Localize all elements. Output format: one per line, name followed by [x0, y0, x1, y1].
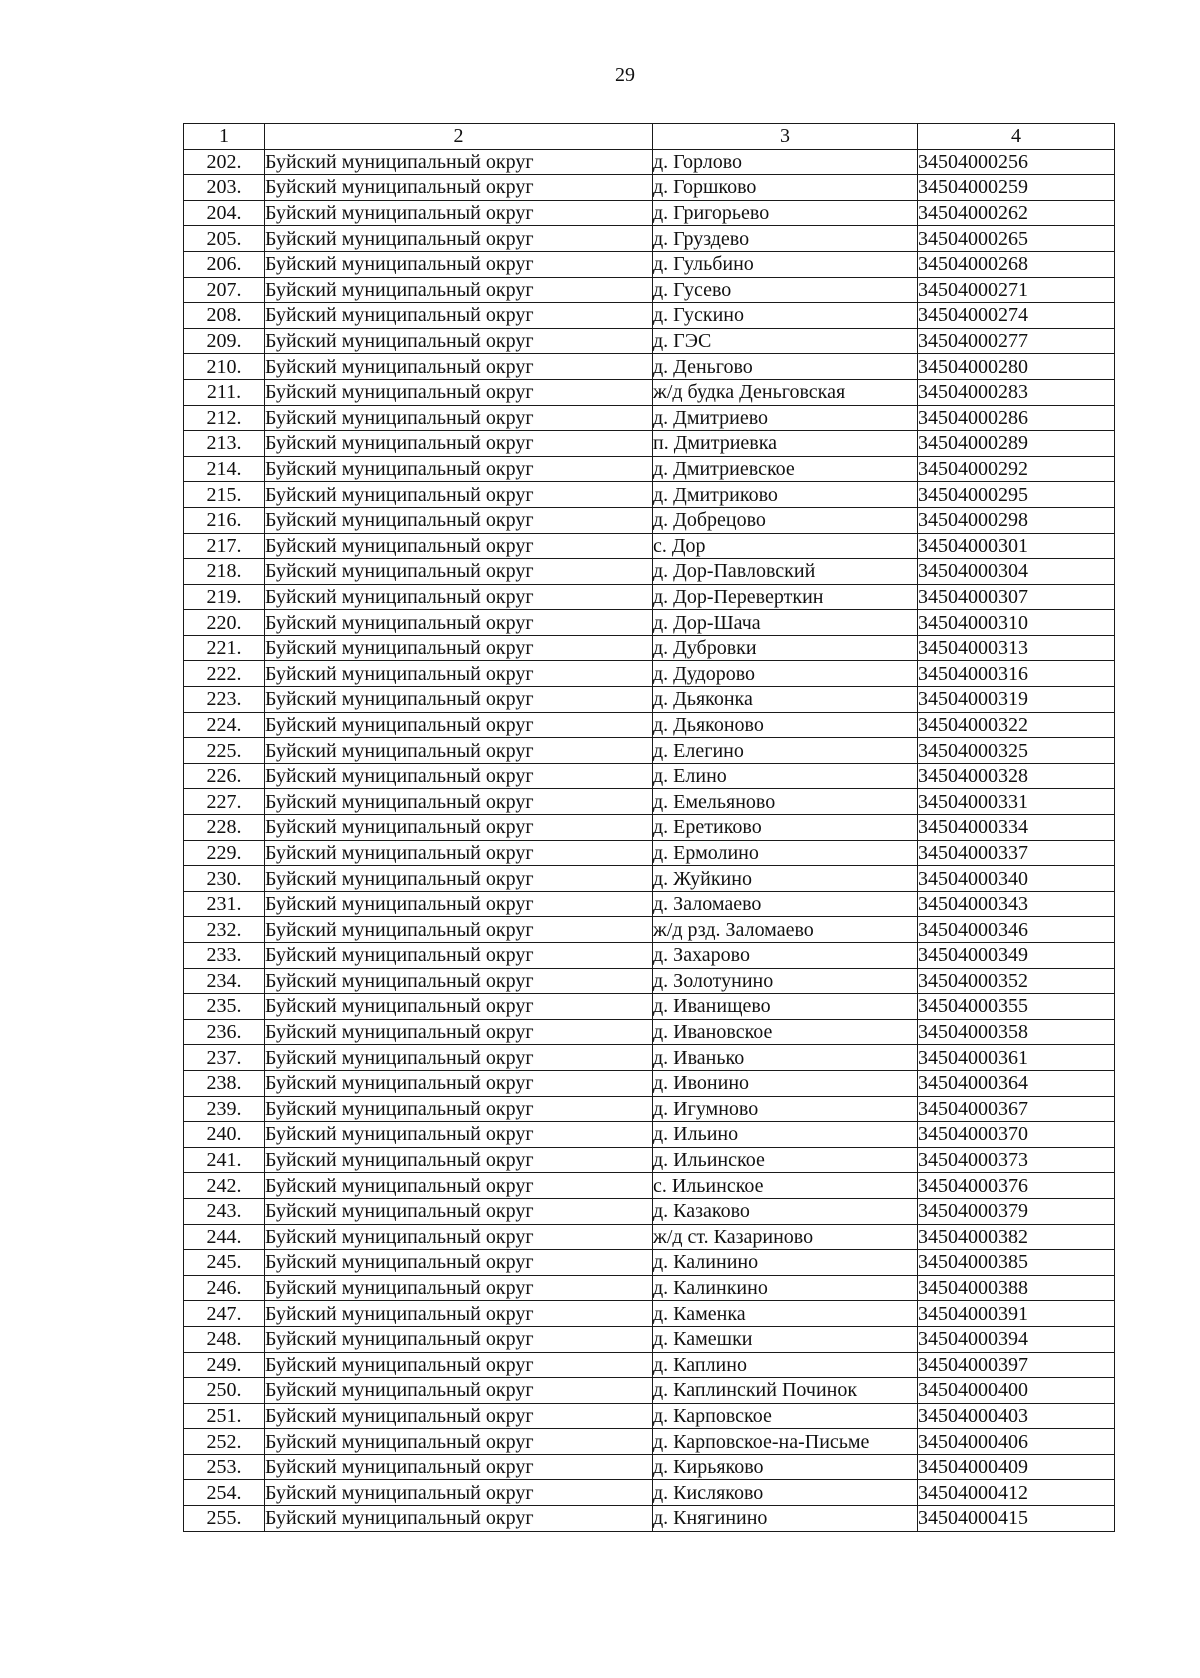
municipality-cell: Буйский муниципальный округ — [265, 584, 653, 610]
oktmo-code-cell: 34504000379 — [918, 1198, 1115, 1224]
table-row — [184, 994, 1115, 1020]
oktmo-code-cell: 34504000337 — [918, 840, 1115, 866]
municipality-cell: Буйский муниципальный округ — [265, 1096, 653, 1122]
table-row — [184, 328, 1115, 354]
oktmo-code-cell: 34504000412 — [918, 1480, 1115, 1506]
table-row — [184, 840, 1115, 866]
oktmo-code-cell: 34504000385 — [918, 1250, 1115, 1276]
oktmo-code-cell: 34504000409 — [918, 1454, 1115, 1480]
table-row — [184, 1275, 1115, 1301]
settlement-cell: д. Елино — [653, 763, 918, 789]
settlement-cell: д. Кирьяково — [653, 1454, 918, 1480]
table-row — [184, 1480, 1115, 1506]
settlement-cell: д. Дьяконка — [653, 687, 918, 713]
municipality-cell: Буйский муниципальный округ — [265, 328, 653, 354]
municipality-cell: Буйский муниципальный округ — [265, 994, 653, 1020]
table-row — [184, 815, 1115, 841]
table-header-row — [184, 124, 1115, 150]
table-row — [184, 1429, 1115, 1455]
row-number: 247. — [184, 1301, 265, 1327]
row-number: 240. — [184, 1122, 265, 1148]
municipality-cell: Буйский муниципальный округ — [265, 1070, 653, 1096]
settlement-cell: д. Захарово — [653, 943, 918, 969]
row-number: 237. — [184, 1045, 265, 1071]
row-number: 225. — [184, 738, 265, 764]
table-row — [184, 1403, 1115, 1429]
table-row — [184, 456, 1115, 482]
table-row — [184, 1301, 1115, 1327]
municipality-cell: Буйский муниципальный округ — [265, 1275, 653, 1301]
municipality-cell: Буйский муниципальный округ — [265, 815, 653, 841]
oktmo-code-cell: 34504000406 — [918, 1429, 1115, 1455]
row-number: 210. — [184, 354, 265, 380]
row-number: 206. — [184, 251, 265, 277]
row-number: 212. — [184, 405, 265, 431]
row-number: 215. — [184, 482, 265, 508]
oktmo-code-cell: 34504000334 — [918, 815, 1115, 841]
settlement-cell: д. Ивановское — [653, 1019, 918, 1045]
table-row — [184, 866, 1115, 892]
municipality-cell: Буйский муниципальный округ — [265, 431, 653, 457]
table-row — [184, 1122, 1115, 1148]
settlement-cell: д. Дудорово — [653, 661, 918, 687]
oktmo-code-cell: 34504000310 — [918, 610, 1115, 636]
row-number: 236. — [184, 1019, 265, 1045]
oktmo-code-cell: 34504000391 — [918, 1301, 1115, 1327]
table-row — [184, 354, 1115, 380]
municipality-cell: Буйский муниципальный округ — [265, 507, 653, 533]
municipality-cell: Буйский муниципальный округ — [265, 891, 653, 917]
municipality-cell: Буйский муниципальный округ — [265, 1454, 653, 1480]
table-row — [184, 610, 1115, 636]
settlement-cell: д. ГЭС — [653, 328, 918, 354]
municipality-cell: Буйский муниципальный округ — [265, 200, 653, 226]
settlement-cell: п. Дмитриевка — [653, 431, 918, 457]
column-header-code: 4 — [918, 124, 1115, 150]
row-number: 222. — [184, 661, 265, 687]
row-number: 227. — [184, 789, 265, 815]
municipality-cell: Буйский муниципальный округ — [265, 1352, 653, 1378]
municipality-cell: Буйский муниципальный округ — [265, 610, 653, 636]
table-row — [184, 507, 1115, 533]
settlement-cell: д. Каплинский Починок — [653, 1378, 918, 1404]
oktmo-code-cell: 34504000373 — [918, 1147, 1115, 1173]
row-number: 233. — [184, 943, 265, 969]
table-row — [184, 405, 1115, 431]
row-number: 219. — [184, 584, 265, 610]
row-number: 254. — [184, 1480, 265, 1506]
row-number: 241. — [184, 1147, 265, 1173]
oktmo-code-cell: 34504000346 — [918, 917, 1115, 943]
oktmo-code-cell: 34504000268 — [918, 251, 1115, 277]
oktmo-code-cell: 34504000352 — [918, 968, 1115, 994]
oktmo-code-cell: 34504000274 — [918, 303, 1115, 329]
oktmo-code-cell: 34504000313 — [918, 635, 1115, 661]
settlement-cell: д. Калинкино — [653, 1275, 918, 1301]
settlement-cell: д. Дубровки — [653, 635, 918, 661]
oktmo-code-cell: 34504000301 — [918, 533, 1115, 559]
table-row — [184, 251, 1115, 277]
table-row — [184, 379, 1115, 405]
municipality-cell: Буйский муниципальный округ — [265, 1326, 653, 1352]
page-number: 29 — [615, 64, 635, 86]
settlement-cell: д. Жуйкино — [653, 866, 918, 892]
table-row — [184, 661, 1115, 687]
oktmo-code-cell: 34504000319 — [918, 687, 1115, 713]
municipality-cell: Буйский муниципальный округ — [265, 1122, 653, 1148]
row-number: 228. — [184, 815, 265, 841]
municipality-cell: Буйский муниципальный округ — [265, 763, 653, 789]
row-number: 232. — [184, 917, 265, 943]
settlement-cell: д. Горлово — [653, 149, 918, 175]
oktmo-code-cell: 34504000277 — [918, 328, 1115, 354]
municipality-cell: Буйский муниципальный округ — [265, 559, 653, 585]
settlement-cell: д. Елегино — [653, 738, 918, 764]
settlement-cell: ж/д рзд. Заломаево — [653, 917, 918, 943]
oktmo-code-cell: 34504000382 — [918, 1224, 1115, 1250]
settlement-cell: д. Ермолино — [653, 840, 918, 866]
row-number: 203. — [184, 175, 265, 201]
table-row — [184, 943, 1115, 969]
municipality-cell: Буйский муниципальный округ — [265, 1198, 653, 1224]
oktmo-code-cell: 34504000256 — [918, 149, 1115, 175]
row-number: 214. — [184, 456, 265, 482]
row-number: 216. — [184, 507, 265, 533]
row-number: 248. — [184, 1326, 265, 1352]
oktmo-code-cell: 34504000331 — [918, 789, 1115, 815]
table-row — [184, 277, 1115, 303]
settlement-cell: д. Каплино — [653, 1352, 918, 1378]
row-number: 226. — [184, 763, 265, 789]
settlement-cell: ж/д будка Деньговская — [653, 379, 918, 405]
settlement-cell: д. Карповское — [653, 1403, 918, 1429]
settlement-cell: д. Еретиково — [653, 815, 918, 841]
settlement-cell: д. Дмитриково — [653, 482, 918, 508]
table-row — [184, 1250, 1115, 1276]
municipality-cell: Буйский муниципальный округ — [265, 1173, 653, 1199]
oktmo-code-cell: 34504000415 — [918, 1506, 1115, 1532]
municipality-cell: Буйский муниципальный округ — [265, 533, 653, 559]
row-number: 221. — [184, 635, 265, 661]
oktmo-code-cell: 34504000343 — [918, 891, 1115, 917]
table-row — [184, 175, 1115, 201]
municipality-cell: Буйский муниципальный округ — [265, 635, 653, 661]
oktmo-code-cell: 34504000355 — [918, 994, 1115, 1020]
municipality-cell: Буйский муниципальный округ — [265, 1224, 653, 1250]
oktmo-code-cell: 34504000370 — [918, 1122, 1115, 1148]
table-row — [184, 1019, 1115, 1045]
table-row — [184, 1070, 1115, 1096]
settlement-cell: д. Княгинино — [653, 1506, 918, 1532]
table-row — [184, 1378, 1115, 1404]
oktmo-code-cell: 34504000340 — [918, 866, 1115, 892]
row-number: 207. — [184, 277, 265, 303]
table-row — [184, 1147, 1115, 1173]
settlement-cell: д. Ильинское — [653, 1147, 918, 1173]
settlement-cell: д. Иванищево — [653, 994, 918, 1020]
row-number: 229. — [184, 840, 265, 866]
municipality-cell: Буйский муниципальный округ — [265, 379, 653, 405]
row-number: 238. — [184, 1070, 265, 1096]
table-row — [184, 687, 1115, 713]
oktmo-code-cell: 34504000328 — [918, 763, 1115, 789]
municipality-cell: Буйский муниципальный округ — [265, 1250, 653, 1276]
municipality-cell: Буйский муниципальный округ — [265, 175, 653, 201]
settlement-cell: д. Золотунино — [653, 968, 918, 994]
row-number: 223. — [184, 687, 265, 713]
table-row — [184, 763, 1115, 789]
row-number: 244. — [184, 1224, 265, 1250]
oktmo-code-cell: 34504000292 — [918, 456, 1115, 482]
row-number: 213. — [184, 431, 265, 457]
column-header-number: 1 — [184, 124, 265, 150]
settlement-cell: д. Гускино — [653, 303, 918, 329]
oktmo-code-cell: 34504000316 — [918, 661, 1115, 687]
municipality-cell: Буйский муниципальный округ — [265, 354, 653, 380]
municipality-cell: Буйский муниципальный округ — [265, 687, 653, 713]
oktmo-code-cell: 34504000295 — [918, 482, 1115, 508]
table-row — [184, 1096, 1115, 1122]
settlement-cell: д. Игумново — [653, 1096, 918, 1122]
row-number: 239. — [184, 1096, 265, 1122]
settlement-cell: д. Дор-Павловский — [653, 559, 918, 585]
settlement-cell: с. Ильинское — [653, 1173, 918, 1199]
oktmo-code-cell: 34504000364 — [918, 1070, 1115, 1096]
oktmo-code-cell: 34504000322 — [918, 712, 1115, 738]
municipality-cell: Буйский муниципальный округ — [265, 789, 653, 815]
table-row — [184, 712, 1115, 738]
municipality-cell: Буйский муниципальный округ — [265, 712, 653, 738]
table-row — [184, 789, 1115, 815]
row-number: 243. — [184, 1198, 265, 1224]
municipality-cell: Буйский муниципальный округ — [265, 149, 653, 175]
settlement-cell: д. Гусево — [653, 277, 918, 303]
table-row — [184, 1173, 1115, 1199]
table-row — [184, 533, 1115, 559]
row-number: 255. — [184, 1506, 265, 1532]
oktmo-code-cell: 34504000289 — [918, 431, 1115, 457]
settlement-cell: д. Груздево — [653, 226, 918, 252]
row-number: 230. — [184, 866, 265, 892]
municipality-cell: Буйский муниципальный округ — [265, 968, 653, 994]
municipality-cell: Буйский муниципальный округ — [265, 1378, 653, 1404]
table-body — [184, 149, 1115, 1531]
row-number: 202. — [184, 149, 265, 175]
settlement-cell: д. Гульбино — [653, 251, 918, 277]
oktmo-code-cell: 34504000325 — [918, 738, 1115, 764]
municipality-cell: Буйский муниципальный округ — [265, 1147, 653, 1173]
table-row — [184, 1198, 1115, 1224]
settlement-cell: д. Камешки — [653, 1326, 918, 1352]
municipality-cell: Буйский муниципальный округ — [265, 1403, 653, 1429]
municipality-cell: Буйский муниципальный округ — [265, 1480, 653, 1506]
oktmo-code-cell: 34504000283 — [918, 379, 1115, 405]
row-number: 231. — [184, 891, 265, 917]
settlement-cell: с. Дор — [653, 533, 918, 559]
oktmo-code-cell: 34504000265 — [918, 226, 1115, 252]
municipality-cell: Буйский муниципальный округ — [265, 917, 653, 943]
settlement-cell: д. Кисляково — [653, 1480, 918, 1506]
municipality-cell: Буйский муниципальный округ — [265, 226, 653, 252]
municipality-cell: Буйский муниципальный округ — [265, 1045, 653, 1071]
settlement-cell: д. Григорьево — [653, 200, 918, 226]
municipality-cell: Буйский муниципальный округ — [265, 303, 653, 329]
settlement-cell: ж/д ст. Казариново — [653, 1224, 918, 1250]
settlement-cell: д. Карповское-на-Письме — [653, 1429, 918, 1455]
oktmo-code-cell: 34504000349 — [918, 943, 1115, 969]
row-number: 224. — [184, 712, 265, 738]
oktmo-code-cell: 34504000403 — [918, 1403, 1115, 1429]
row-number: 218. — [184, 559, 265, 585]
settlement-cell: д. Ильино — [653, 1122, 918, 1148]
column-header-settlement: 3 — [653, 124, 918, 150]
row-number: 249. — [184, 1352, 265, 1378]
table-row — [184, 200, 1115, 226]
table-row — [184, 968, 1115, 994]
municipality-cell: Буйский муниципальный округ — [265, 661, 653, 687]
table-row — [184, 891, 1115, 917]
municipality-cell: Буйский муниципальный округ — [265, 405, 653, 431]
municipality-cell: Буйский муниципальный округ — [265, 456, 653, 482]
row-number: 220. — [184, 610, 265, 636]
table-row — [184, 226, 1115, 252]
row-number: 253. — [184, 1454, 265, 1480]
settlement-cell: д. Иванько — [653, 1045, 918, 1071]
municipality-cell: Буйский муниципальный округ — [265, 943, 653, 969]
settlement-cell: д. Емельяново — [653, 789, 918, 815]
settlement-cell: д. Каменка — [653, 1301, 918, 1327]
oktmo-code-cell: 34504000307 — [918, 584, 1115, 610]
settlement-cell: д. Калинино — [653, 1250, 918, 1276]
settlement-cell: д. Казаково — [653, 1198, 918, 1224]
oktmo-code-cell: 34504000376 — [918, 1173, 1115, 1199]
row-number: 252. — [184, 1429, 265, 1455]
table-row — [184, 431, 1115, 457]
table-row — [184, 738, 1115, 764]
table-row — [184, 1454, 1115, 1480]
oktmo-code-cell: 34504000394 — [918, 1326, 1115, 1352]
oktmo-code-cell: 34504000280 — [918, 354, 1115, 380]
row-number: 217. — [184, 533, 265, 559]
municipality-cell: Буйский муниципальный округ — [265, 1019, 653, 1045]
row-number: 242. — [184, 1173, 265, 1199]
row-number: 208. — [184, 303, 265, 329]
row-number: 250. — [184, 1378, 265, 1404]
oktmo-code-cell: 34504000388 — [918, 1275, 1115, 1301]
table-row — [184, 1326, 1115, 1352]
table-row — [184, 303, 1115, 329]
table-row — [184, 559, 1115, 585]
municipality-cell: Буйский муниципальный округ — [265, 1429, 653, 1455]
settlement-cell: д. Ивонино — [653, 1070, 918, 1096]
municipality-cell: Буйский муниципальный округ — [265, 738, 653, 764]
oktmo-code-cell: 34504000361 — [918, 1045, 1115, 1071]
row-number: 234. — [184, 968, 265, 994]
oktmo-code-cell: 34504000358 — [918, 1019, 1115, 1045]
table-row — [184, 1045, 1115, 1071]
table-row — [184, 149, 1115, 175]
settlement-cell: д. Дор-Шача — [653, 610, 918, 636]
table-row — [184, 584, 1115, 610]
table-row — [184, 1224, 1115, 1250]
settlement-cell: д. Заломаево — [653, 891, 918, 917]
settlement-cell: д. Горшково — [653, 175, 918, 201]
oktmo-code-cell: 34504000304 — [918, 559, 1115, 585]
municipality-cell: Буйский муниципальный округ — [265, 1301, 653, 1327]
settlement-cell: д. Дмитриевское — [653, 456, 918, 482]
municipality-cell: Буйский муниципальный округ — [265, 482, 653, 508]
row-number: 204. — [184, 200, 265, 226]
column-header-municipality: 2 — [265, 124, 653, 150]
oktmo-code-cell: 34504000286 — [918, 405, 1115, 431]
municipality-cell: Буйский муниципальный округ — [265, 840, 653, 866]
settlement-cell: д. Деньгово — [653, 354, 918, 380]
table-row — [184, 1506, 1115, 1532]
oktmo-code-cell: 34504000400 — [918, 1378, 1115, 1404]
settlement-cell: д. Добрецово — [653, 507, 918, 533]
table-row — [184, 635, 1115, 661]
row-number: 245. — [184, 1250, 265, 1276]
settlement-cell: д. Дмитриево — [653, 405, 918, 431]
settlement-cell: д. Дор-Переверткин — [653, 584, 918, 610]
row-number: 211. — [184, 379, 265, 405]
municipality-cell: Буйский муниципальный округ — [265, 277, 653, 303]
table-row — [184, 917, 1115, 943]
oktmo-code-cell: 34504000262 — [918, 200, 1115, 226]
oktmo-code-cell: 34504000397 — [918, 1352, 1115, 1378]
municipality-cell: Буйский муниципальный округ — [265, 251, 653, 277]
row-number: 205. — [184, 226, 265, 252]
oktmo-code-cell: 34504000271 — [918, 277, 1115, 303]
settlements-table — [183, 123, 1115, 1532]
row-number: 246. — [184, 1275, 265, 1301]
table-row — [184, 1352, 1115, 1378]
municipality-cell: Буйский муниципальный округ — [265, 1506, 653, 1532]
row-number: 251. — [184, 1403, 265, 1429]
oktmo-code-cell: 34504000367 — [918, 1096, 1115, 1122]
table-row — [184, 482, 1115, 508]
oktmo-code-cell: 34504000298 — [918, 507, 1115, 533]
row-number: 209. — [184, 328, 265, 354]
municipality-cell: Буйский муниципальный округ — [265, 866, 653, 892]
oktmo-code-cell: 34504000259 — [918, 175, 1115, 201]
settlement-cell: д. Дьяконово — [653, 712, 918, 738]
row-number: 235. — [184, 994, 265, 1020]
